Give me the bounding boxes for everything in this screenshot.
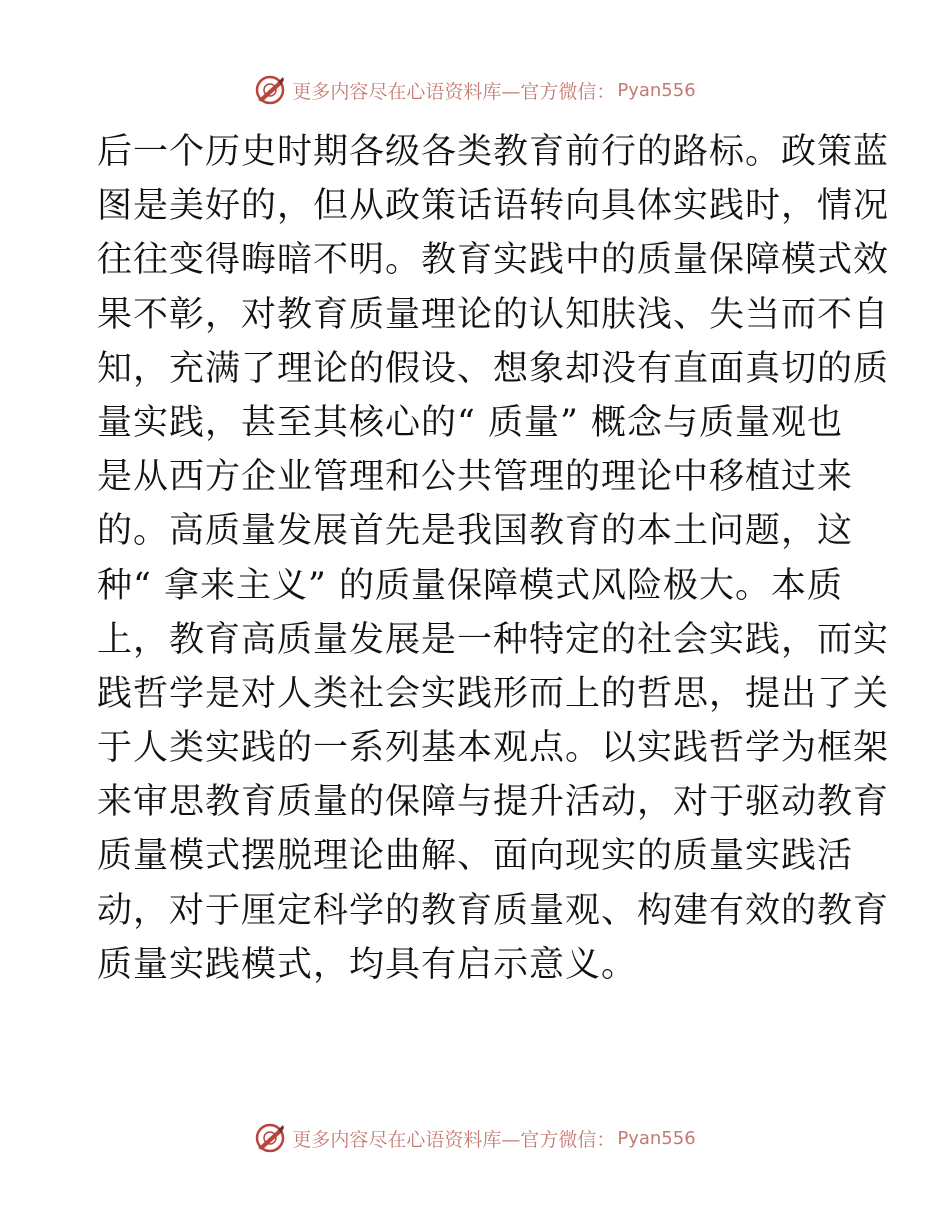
logo-icon: [254, 1122, 286, 1154]
body-line: 动，对于厘定科学的教育质量观、构建有效的教育: [97, 890, 890, 931]
body-line: 上，教育高质量发展是一种特定的社会实践，而实: [97, 619, 890, 660]
header-watermark-text: 更多内容尽在心语资料库—官方微信：: [292, 80, 616, 103]
body-line: 后一个历史时期各级各类教育前行的路标。政策蓝: [97, 132, 890, 172]
body-line: 图是美好的，但从政策话语转向具体实践时，情况: [97, 186, 890, 227]
body-line: 知，充满了理论的假设、想象却没有直面真切的质: [97, 348, 890, 389]
body-line: 往往变得晦暗不明。教育实践中的质量保障模式效: [97, 240, 890, 281]
body-line: 践哲学是对人类社会实践形而上的哲思，提出了关: [97, 673, 890, 714]
footer-watermark: [0, 1118, 950, 1158]
body-line: 是从西方企业管理和公共管理的理论中移植过来: [97, 457, 854, 498]
body-line: 来审思教育质量的保障与提升活动，对于驱动教育: [97, 782, 890, 823]
body-line: 量实践，甚至其核心的“ 质量” 概念与质量观也: [97, 402, 844, 443]
body-line: 质量模式摆脱理论曲解、面向现实的质量实践活: [97, 836, 854, 877]
document-body: [97, 125, 890, 992]
body-line: 质量实践模式，均具有启示意义。: [97, 944, 638, 985]
header-watermark-id: Pyan556: [617, 79, 696, 101]
logo-icon: [254, 74, 286, 106]
body-line: 种“ 拿来主义” 的质量保障模式风险极大。本质: [97, 565, 844, 606]
footer-watermark-id: Pyan556: [617, 1127, 696, 1149]
body-line: 的。高质量发展首先是我国教育的本土问题，这: [97, 511, 854, 552]
header-watermark: [0, 70, 950, 110]
body-line: 果不彰，对教育质量理论的认知肤浅、失当而不自: [97, 294, 890, 335]
body-line: 于人类实践的一系列基本观点。以实践哲学为框架: [97, 728, 890, 769]
footer-watermark-text: 更多内容尽在心语资料库—官方微信：: [292, 1128, 616, 1151]
